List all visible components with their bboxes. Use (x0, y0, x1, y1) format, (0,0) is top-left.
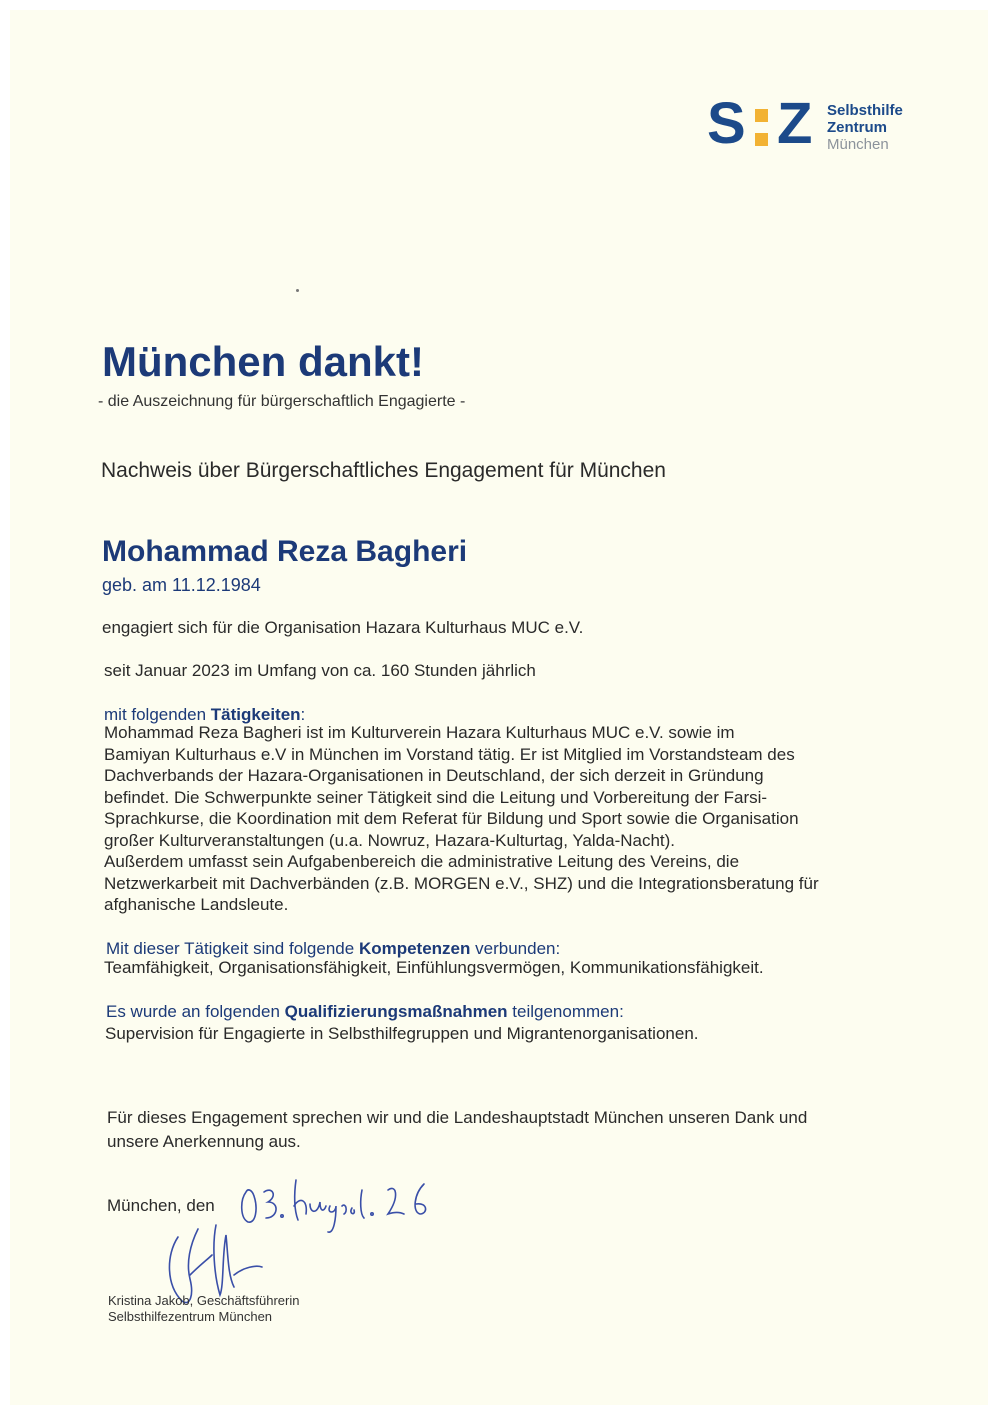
person-birth: geb. am 11.12.1984 (102, 575, 261, 595)
qualifications-heading: Es wurde an folgenden Qualifizierungsmaßnahmen teilgenommen: (106, 1002, 624, 1021)
activities-heading: mit folgenden Tätigkeiten: (104, 705, 306, 724)
activities-line: Bamiyan Kulturhaus e.V in München im Vorstand tätig. Er ist Mitglied im Vorstandsteam des (104, 744, 795, 764)
activities-line: Netzwerkarbeit mit Dachverbänden (z.B. MORGEN e.V., SHZ) und die Integrationsberatung für (104, 873, 819, 893)
activities-line: afghanische Landsleute. (104, 895, 289, 914)
thanks-text (107, 1106, 907, 1154)
person-name: Mohammad Reza Bagheri (102, 535, 468, 568)
logo-text-line3: München (827, 136, 889, 153)
activities-line: Dachverbands der Hazara-Organisationen in Deutschland, der sich derzeit in Gründung (104, 766, 764, 785)
signer-name: Kristina Jakob, Geschäftsführerin (108, 1293, 300, 1308)
activities-line: Sprachkurse, die Koordination mit dem Referat für Bildung und Sport sowie die Organisation (104, 809, 799, 828)
logo-text-line1: Selbsthilfe (827, 102, 903, 119)
logo-letter-s: S (707, 91, 748, 156)
activities-line: befindet. Die Schwerpunkte seiner Tätigkeit sind die Leitung und Vorbereitung der Farsi- (104, 787, 768, 807)
activities-text (104, 722, 904, 916)
activities-line: Außerdem umfasst sein Aufgabenbereich die administrative Leitung des Vereins, die (104, 852, 740, 871)
qualifications-text: Supervision für Engagierte in Selbsthilfegruppen und Migrantenorganisationen. (105, 1024, 699, 1043)
activities-line: Mohammad Reza Bagheri ist im Kulturverein Hazara Kulturhaus MUC e.V. sowie im (104, 723, 735, 742)
engagement-scope: seit Januar 2023 im Umfang von ca. 160 Stunden jährlich (104, 661, 536, 680)
city-date-label: München, den (107, 1196, 215, 1215)
activities-line: großer Kulturveranstaltungen (u.a. Nowruz, Hazara-Kulturtag, Yalda-Nacht). (104, 830, 676, 850)
logo-text (827, 102, 903, 153)
signer-organisation: Selbsthilfezentrum München (108, 1309, 273, 1324)
proof-heading: Nachweis über Bürgerschaftliches Engagement für München (101, 459, 666, 482)
scan-dot (296, 289, 299, 292)
competencies-text: Teamfähigkeit, Organisationsfähigkeit, Einfühlungsvermögen, Kommunikationsfähigkeit. (104, 958, 764, 977)
thanks-line: Für dieses Engagement sprechen wir und die Landeshauptstadt München unseren Dank und (107, 1108, 808, 1127)
engagement-organisation: engagiert sich für die Organisation Hazara Kulturhaus MUC e.V. (102, 618, 584, 637)
certificate-page (10, 10, 988, 1405)
page-title: München dankt! (102, 338, 424, 385)
thanks-line: unsere Anerkennung aus. (107, 1132, 301, 1151)
shz-logo (707, 91, 927, 158)
logo-letter-z: Z (777, 91, 815, 156)
logo-dot-top (755, 109, 768, 122)
logo-letters (707, 91, 815, 156)
logo-text-line2: Zentrum (827, 119, 887, 136)
competencies-heading: Mit dieser Tätigkeit sind folgende Kompetenzen verbunden: (106, 939, 561, 958)
page-subtitle: - die Auszeichnung für bürgerschaftlich Engagierte - (98, 393, 466, 410)
logo-dot-bottom (755, 133, 768, 146)
